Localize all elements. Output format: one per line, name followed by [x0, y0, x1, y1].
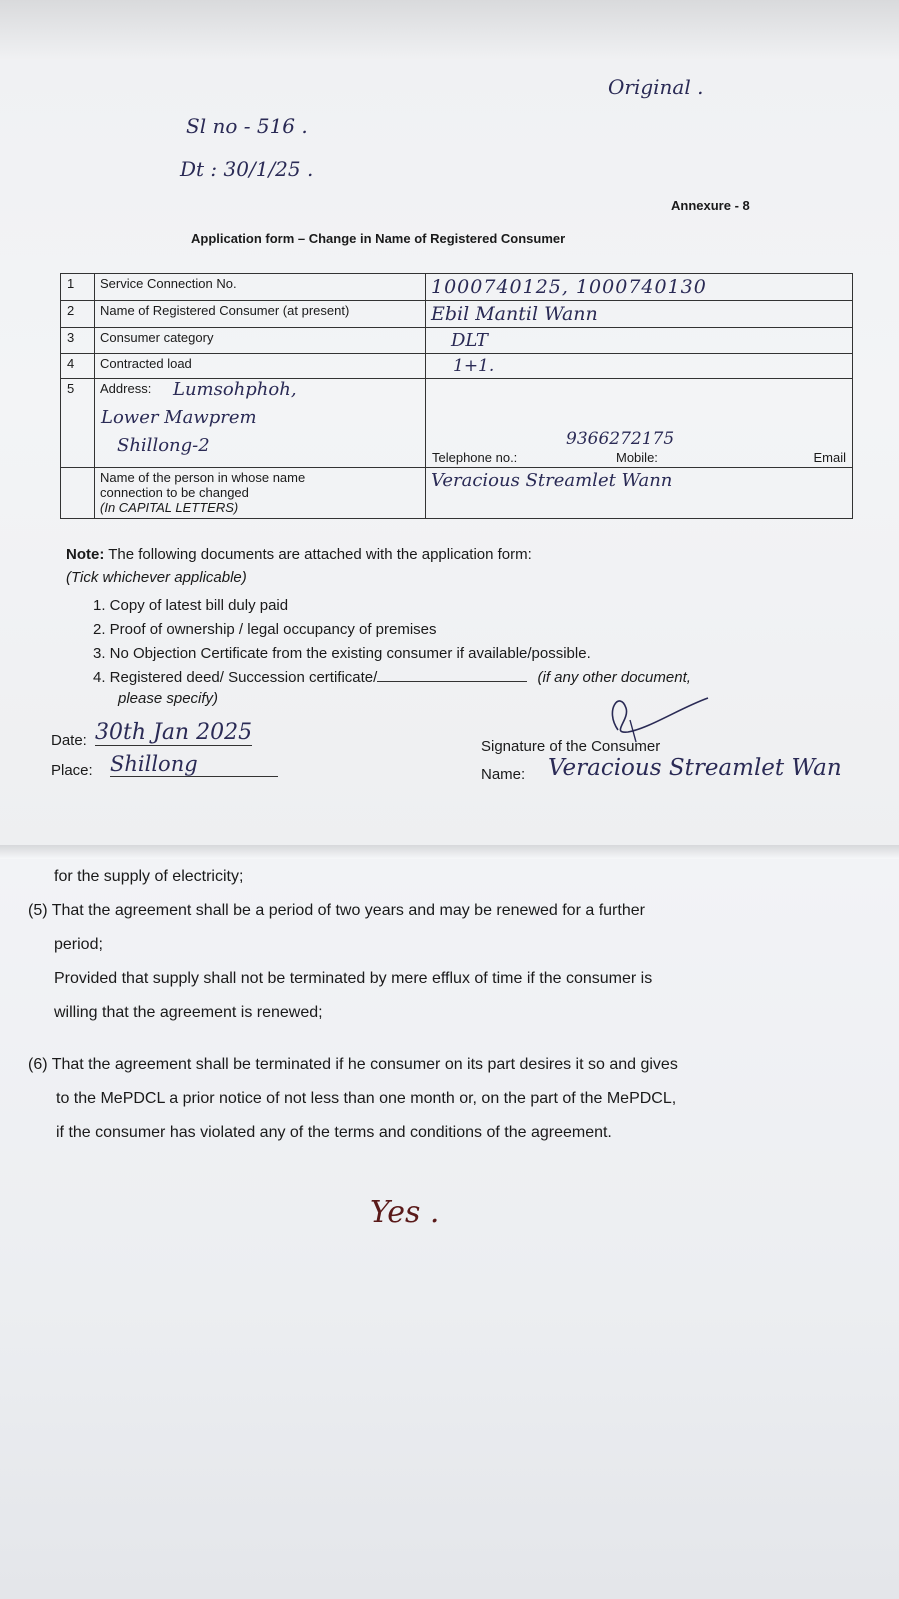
clause-6-line: if the consumer has violated any of the terms and conditions of the agreement. — [56, 1124, 612, 1141]
address-line-1: Lumsohphoh, — [173, 379, 297, 400]
serial-number-note: Sl no - 516 . — [186, 114, 308, 138]
table-row — [61, 468, 853, 519]
list-item-text: 4. Registered deed/ Succession certificate/ — [93, 669, 378, 686]
agreement-text — [28, 860, 678, 1150]
table-row — [61, 354, 853, 379]
place-label: Place: — [51, 762, 93, 779]
name-label: Name: — [481, 766, 526, 783]
spacer — [28, 1030, 678, 1048]
table-row — [61, 328, 853, 354]
table-row — [61, 301, 853, 328]
row-number: 3 — [61, 328, 95, 354]
row-number: 1 — [61, 274, 95, 301]
note-line — [66, 546, 532, 563]
application-table — [60, 273, 853, 519]
list-item: 2. Proof of ownership / legal occupancy of premises — [93, 621, 437, 638]
telephone-label: Telephone no.: — [432, 450, 518, 465]
mobile-label: Mobile: — [616, 450, 658, 465]
person-label-line-2: connection to be changed — [100, 485, 249, 500]
clause-6-line: to the MePDCL a prior notice of not less than one month or, on the part of the MePDCL, — [56, 1090, 677, 1107]
consumer-category-value: DLT — [451, 330, 488, 351]
list-item: 3. No Objection Certificate from the existing consumer if available/possible. — [93, 645, 591, 662]
annexure-label: Annexure - 8 — [671, 198, 750, 213]
table-row — [61, 274, 853, 301]
person-label-line-1: Name of the person in whose name — [100, 470, 306, 485]
please-specify: please specify) — [118, 690, 219, 707]
row-label: Consumer category — [95, 328, 426, 354]
tick-instruction: (Tick whichever applicable) — [66, 569, 247, 586]
address-line-2: Lower Mawprem — [101, 407, 257, 428]
original-note: Original . — [608, 75, 704, 99]
consumer-name-value: Veracious Streamlet Wan — [548, 755, 842, 781]
clause-5-line: period; — [54, 936, 103, 953]
row-value — [426, 301, 853, 328]
contact-cell — [426, 379, 853, 468]
form-title: Application form – Change in Name of Registered Consumer — [191, 231, 566, 246]
person-label-cell — [95, 468, 426, 519]
table-row — [61, 379, 853, 468]
row-label: Name of Registered Consumer (at present) — [95, 301, 426, 328]
row-value — [426, 328, 853, 354]
page-fold — [0, 845, 899, 859]
blank-line — [377, 681, 527, 682]
list-item — [93, 666, 691, 690]
documents-list — [93, 594, 691, 690]
row-value — [426, 354, 853, 379]
note-text: The following documents are attached with the application form: — [108, 546, 532, 563]
row-number: 4 — [61, 354, 95, 379]
person-value-cell — [426, 468, 853, 519]
row-number — [61, 468, 95, 519]
row-label: Contracted load — [95, 354, 426, 379]
list-item: 1. Copy of latest bill duly paid — [93, 597, 289, 614]
row-value — [426, 274, 853, 301]
registered-consumer-value: Ebil Mantil Wann — [431, 303, 598, 325]
new-consumer-name-value: Veracious Streamlet Wann — [431, 470, 673, 491]
agreement-line: for the supply of electricity; — [54, 868, 244, 885]
place-value: Shillong — [110, 752, 278, 777]
row-number: 2 — [61, 301, 95, 328]
clause-5-line: Provided that supply shall not be terminated by mere efflux of time if the consumer is — [54, 970, 653, 987]
signature-label: Signature of the Consumer — [481, 738, 661, 755]
address-label: Address: — [100, 381, 152, 396]
person-label-line-3: (In CAPITAL LETTERS) — [100, 500, 239, 515]
mobile-number-value: 9366272175 — [566, 429, 675, 449]
row-label: Service Connection No. — [95, 274, 426, 301]
email-label: Email — [813, 450, 846, 465]
yes-note: Yes . — [370, 1195, 440, 1230]
address-line-3: Shillong-2 — [117, 435, 210, 456]
note-heading: Note: — [66, 546, 105, 563]
date-value: 30th Jan 2025 — [95, 720, 253, 745]
date-label: Date: — [51, 732, 87, 749]
address-cell — [95, 379, 426, 468]
service-connection-value: 1000740125, 1000740130 — [431, 276, 707, 298]
clause-5-line: willing that the agreement is renewed; — [54, 1004, 323, 1021]
clause-6-line: (6) That the agreement shall be terminated if he consumer on its part desires it so and gives — [28, 1056, 678, 1073]
clause-5-line: (5) That the agreement shall be a period of two years and may be renewed for a further — [28, 902, 645, 919]
other-document-text: (if any other document, — [537, 669, 691, 686]
contracted-load-value: 1+1. — [453, 356, 495, 376]
date-note: Dt : 30/1/25 . — [180, 157, 314, 181]
row-number: 5 — [61, 379, 95, 468]
